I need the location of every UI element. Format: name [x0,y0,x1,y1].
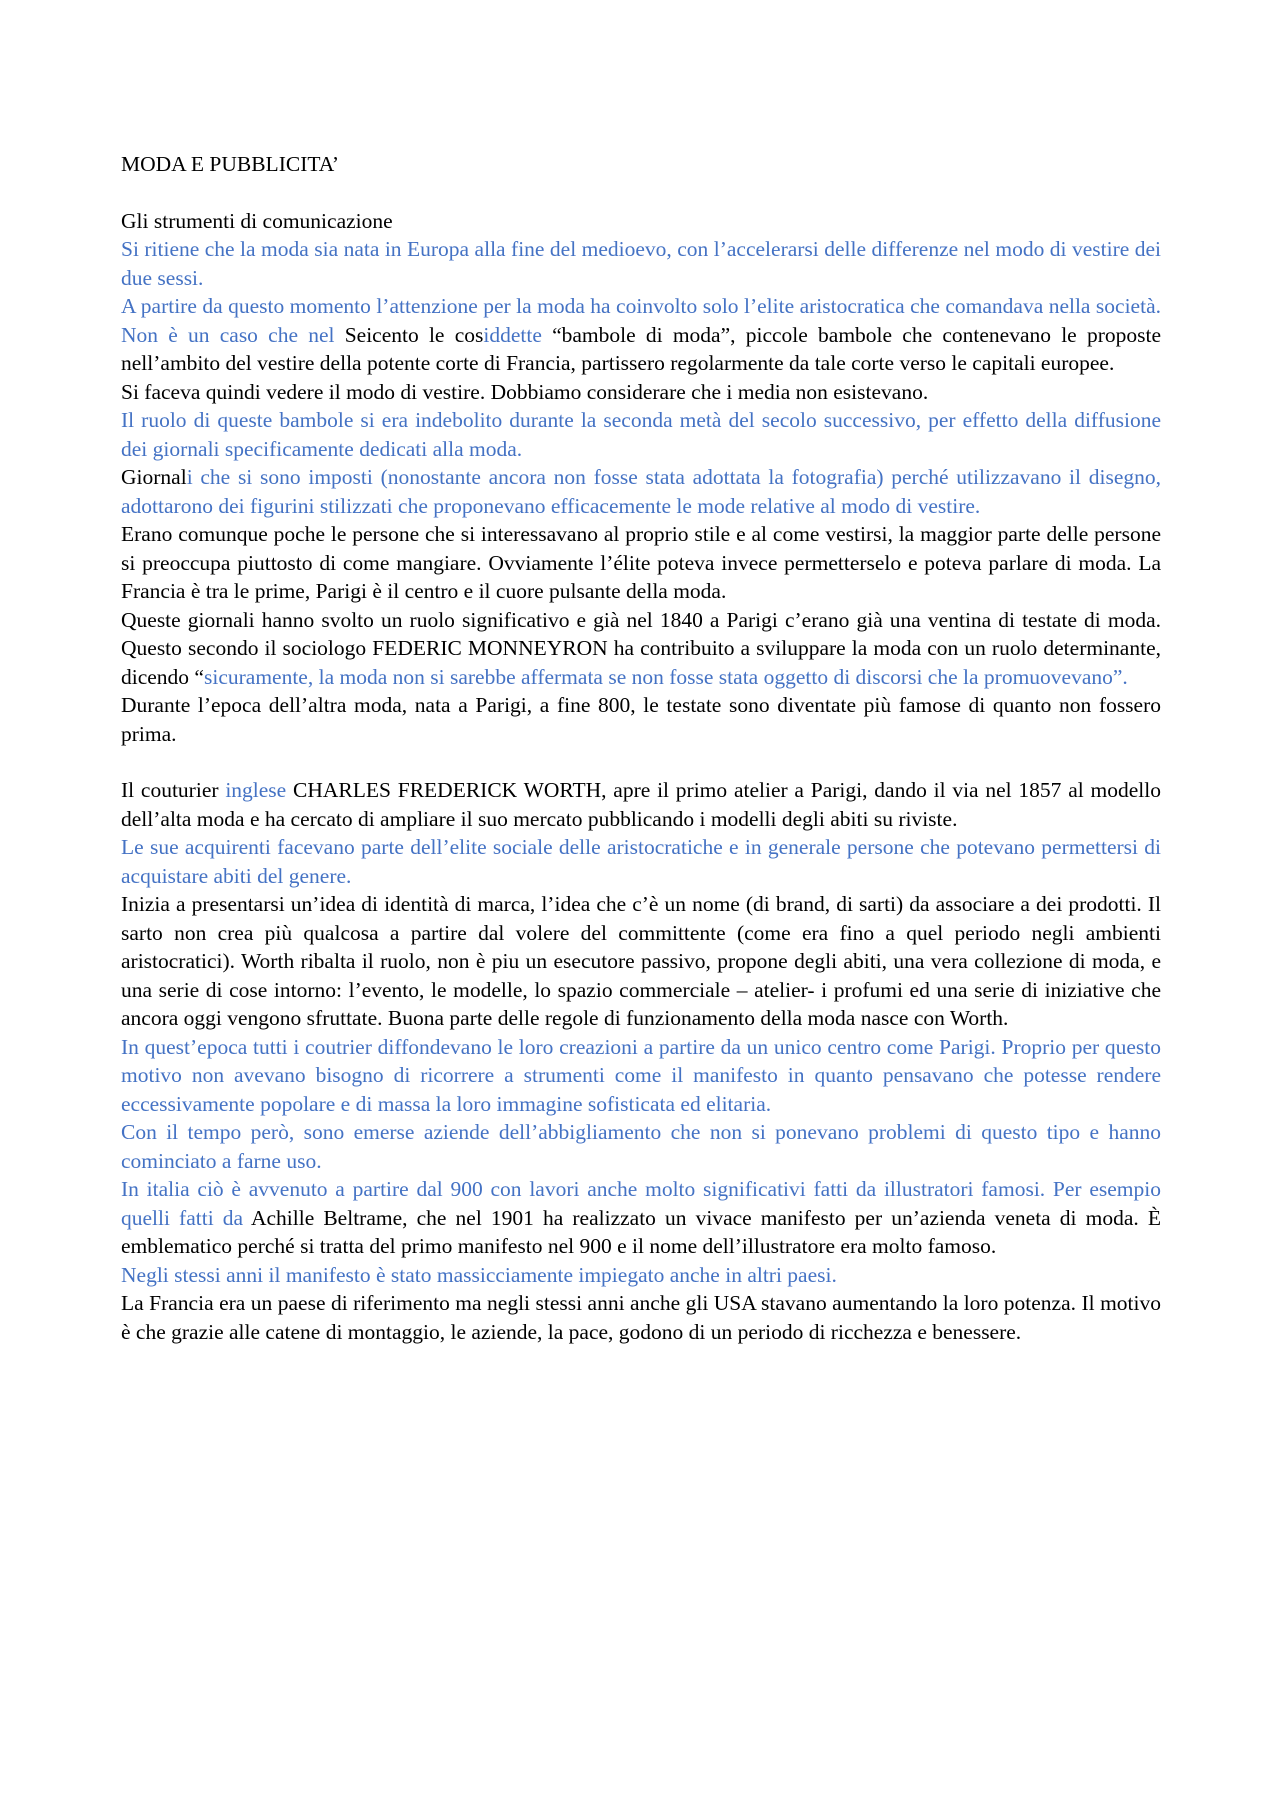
text-run: Achille Beltrame, che nel 1901 ha realizzato un vivace manifesto per un’azienda veneta di moda. È emblematico perché si tratta del primo manifesto nel 900 e il nome dell’illustratore era molto famoso. [121,1205,1161,1258]
paragraph [121,1175,1161,1261]
paragraph [121,691,1161,748]
paragraph [121,463,1161,520]
highlighted-text: i che si sono imposti (nonostante ancora non fosse stata adottata la fotografia) perché utilizzavano il disegno, adottarono dei figurini stilizzati che proponevano efficacemente le mode relative al modo di vestire. [121,465,1161,518]
paragraph [121,1289,1161,1346]
paragraph [121,406,1161,463]
text-run: Il couturier [121,778,226,802]
text-run: Seicento le cos [344,322,484,347]
text-run: Inizia a presentarsi un’idea di identità di marca, l’idea che c’è un nome (di brand, di sarti) da associare a dei prodotti. Il sarto non crea più qualcosa a partire dal volere del committente (come era fino a quel periodo negli ambienti aristocratici). Worth ribalta il ruolo, non è piu un esecutore passivo, propone degli abiti, una vera collezione di moda, e una serie di cose intorno: l’evento, le modelle, lo spazio commerciale – atelier- i profumi ed una serie di iniziative che ancora oggi vengono sfruttate. Buona parte delle regole di funzionamento della moda nasce con Worth. [121,892,1161,1030]
text-run: Erano comunque poche le persone che si interessavano al proprio stile e al come vestirsi, la maggior parte delle persone si preoccupa piuttosto di come mangiare. Ovviamente l’élite poteva invece permetterselo e poteva parlare di moda. La Francia è tra le prime, Parigi è il centro e il cuore pulsante della moda. [121,522,1161,603]
text-run: Giornal [121,465,187,489]
highlighted-text: sicuramente, la moda non si sarebbe affermata se non fosse stata oggetto di discorsi che la promuovevano”. [203,664,1128,689]
highlighted-text: Il ruolo di queste bambole si era indebolito durante la seconda metà del secolo successivo, per effetto della diffusione dei giornali specificamente dedicati alla moda. [121,408,1161,461]
paragraph [121,606,1161,692]
highlighted-text: A partire da questo momento l’attenzione per la moda ha coinvolto solo l’elite aristocratica che comandava nella società. Non è un caso che nel [121,294,1161,347]
document-title: MODA E PUBBLICITA’ [121,152,340,176]
paragraph [121,292,1161,378]
paragraph [121,776,1161,833]
highlighted-text: Si ritiene che la moda sia nata in Europa alla fine del medioevo, con l’accelerarsi delle differenze nel modo di vestire dei due sessi. [121,237,1161,290]
text-run: Si faceva quindi vedere il modo di vestire. Dobbiamo considerare che i media non esistevano. [121,379,929,404]
highlighted-text: In italia ciò è avvenuto a partire dal 900 con lavori anche molto significativi fatti da illustratori famosi. Per esempio quelli fatti da [121,1177,1161,1230]
paragraph [121,1118,1161,1175]
paragraph [121,833,1161,890]
section-1-paragraphs [121,235,1161,748]
highlighted-text: In quest’epoca tutti i coutrier diffondevano le loro creazioni a partire da un unico centro come Parigi. Proprio per questo motivo non avevano bisogno di ricorrere a strumenti come il manifesto in quanto pensavano che potesse rendere eccessivamente popolare e di massa la loro immagine sofisticata ed elitaria. [121,1034,1161,1116]
highlighted-text: iddette [483,322,542,347]
spacer [121,179,1161,207]
paragraph [121,520,1161,606]
section-heading: Gli strumenti di comunicazione [121,208,393,233]
paragraph [121,235,1161,292]
section-2-paragraphs [121,776,1161,1346]
highlighted-text: Negli stessi anni il manifesto è stato massicciamente impiegato anche in altri paesi. [121,1262,837,1287]
text-run: La Francia era un paese di riferimento ma negli stessi anni anche gli USA stavano aumentando la loro potenza. Il motivo è che grazie alle catene di montaggio, le aziende, la pace, godono di un periodo di ricchezza e benessere. [121,1291,1161,1344]
text-run: “bambole di moda”, piccole bambole che contenevano le proposte nell’ambito del vestire della potente corte di Francia, partissero regolarmente da tale corte verso le capitali europee. [121,322,1161,375]
paragraph [121,378,1161,407]
spacer [121,748,1161,776]
document-body [121,150,1161,1346]
highlighted-text: inglese [225,778,287,802]
highlighted-text: Le sue acquirenti facevano parte dell’elite sociale delle aristocratiche e in generale persone che potevano permettersi di acquistare abiti del genere. [121,835,1161,888]
highlighted-text: Con il tempo però, sono emerse aziende dell’abbigliamento che non si ponevano problemi di questo tipo e hanno cominciato a farne uso. [121,1120,1161,1173]
paragraph [121,1033,1161,1119]
paragraph [121,1261,1161,1290]
paragraph [121,890,1161,1033]
text-run: Queste giornali hanno svolto un ruolo significativo e già nel 1840 a Parigi c’erano già una ventina di testate di moda. Questo secondo il sociologo FEDERIC MONNEYRON ha contribuito a sviluppare la moda con un ruolo determinante, dicendo “ [121,607,1161,689]
text-run: CHARLES FREDERICK WORTH, apre il primo atelier a Parigi, dando il via nel 1857 al modello dell’alta moda e ha cercato di ampliare il suo mercato pubblicando i modelli degli abiti su riviste. [121,778,1161,831]
text-run: Durante l’epoca dell’altra moda, nata a Parigi, a fine 800, le testate sono diventate più famose di quanto non fossero prima. [121,693,1161,746]
